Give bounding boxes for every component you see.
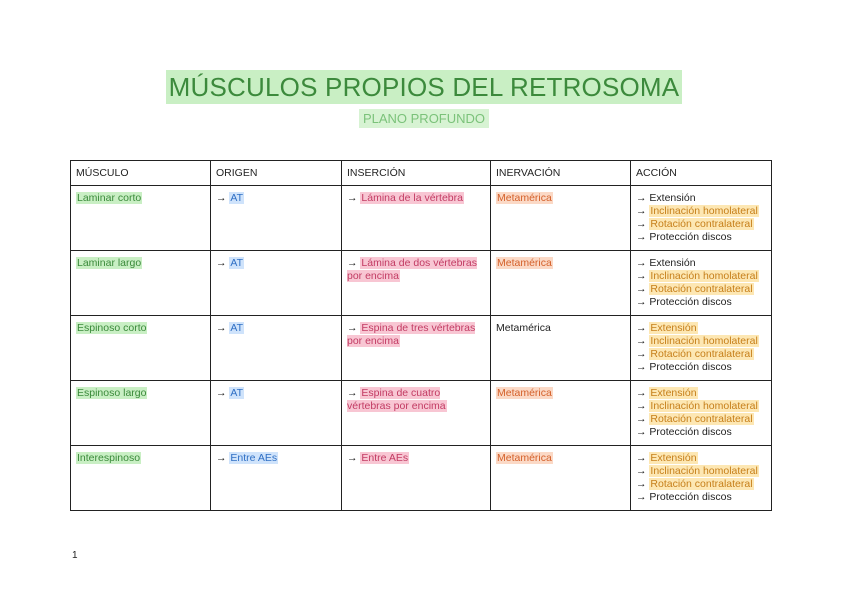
origin-text: AT: [230, 387, 244, 399]
cell-accion: [631, 316, 772, 381]
arrow-glyph: →: [636, 361, 647, 373]
page-number: 1: [72, 550, 78, 561]
action-line: [636, 491, 766, 504]
action-text: Rotación contralateral: [650, 218, 753, 230]
cell-insercion: [342, 446, 491, 511]
action-text: Extensión: [650, 387, 697, 399]
cell-origen: [211, 186, 342, 251]
cell-accion: [631, 381, 772, 446]
arrow-glyph: →: [636, 257, 647, 269]
arrow-glyph: →: [347, 192, 358, 204]
action-text: Inclinación homolateral: [650, 465, 758, 477]
action-line: [636, 218, 766, 231]
subtitle-block: [0, 109, 848, 128]
action-line: [636, 335, 766, 348]
cell-musculo: [71, 446, 211, 511]
cell-musculo: [71, 186, 211, 251]
action-line: [636, 361, 766, 374]
arrow-glyph: →: [636, 491, 647, 503]
table-header-row: [71, 161, 772, 186]
table-row: [71, 186, 772, 251]
action-line: [636, 257, 766, 270]
cell-inervacion: [491, 251, 631, 316]
cell-origen: [211, 381, 342, 446]
insertion-text: Entre AEs: [361, 452, 409, 464]
arrow-glyph: →: [636, 231, 647, 243]
arrow-glyph: →: [636, 296, 647, 308]
action-line: [636, 413, 766, 426]
arrow-glyph: →: [636, 322, 647, 334]
arrow-glyph: →: [216, 257, 227, 269]
innervation-text: Metamérica: [496, 322, 551, 334]
arrow-glyph: →: [636, 426, 647, 438]
arrow-glyph: →: [216, 452, 227, 464]
action-line: [636, 426, 766, 439]
action-line: [636, 231, 766, 244]
action-line: [636, 270, 766, 283]
action-text: Rotación contralateral: [650, 413, 753, 425]
cell-accion: [631, 446, 772, 511]
cell-insercion: [342, 251, 491, 316]
action-text: Rotación contralateral: [650, 478, 753, 490]
action-text: Rotación contralateral: [650, 348, 753, 360]
action-text: Extensión: [650, 452, 697, 464]
action-line: [636, 283, 766, 296]
action-text: Inclinación homolateral: [650, 335, 758, 347]
action-line: [636, 348, 766, 361]
action-text: Inclinación homolateral: [650, 270, 758, 282]
header-insercion: INSERCIÓN: [342, 161, 491, 186]
action-line: [636, 387, 766, 400]
action-line: [636, 296, 766, 309]
arrow-glyph: →: [636, 283, 647, 295]
action-text: Protección discos: [649, 296, 732, 308]
innervation-text: Metamérica: [497, 452, 552, 464]
arrow-glyph: →: [216, 387, 227, 399]
cell-musculo: [71, 381, 211, 446]
action-line: [636, 322, 766, 335]
action-text: Inclinación homolateral: [650, 205, 758, 217]
action-text: Protección discos: [649, 231, 732, 243]
muscle-name: Espinoso largo: [77, 387, 147, 399]
table-row: [71, 316, 772, 381]
cell-origen: [211, 446, 342, 511]
origin-text: AT: [230, 322, 244, 334]
origin-text: AT: [230, 257, 244, 269]
arrow-glyph: →: [636, 192, 647, 204]
arrow-glyph: →: [347, 257, 358, 269]
action-line: [636, 400, 766, 413]
muscles-table: [70, 160, 772, 511]
action-line: [636, 452, 766, 465]
insertion-text: Espina de tres vértebras por encima: [347, 322, 476, 347]
action-text: Protección discos: [649, 426, 732, 438]
arrow-glyph: →: [636, 387, 647, 399]
arrow-glyph: →: [636, 400, 647, 412]
action-text: Extensión: [649, 257, 696, 269]
header-accion: ACCIÓN: [631, 161, 772, 186]
innervation-text: Metamérica: [497, 257, 552, 269]
arrow-glyph: →: [347, 387, 358, 399]
arrow-glyph: →: [347, 322, 358, 334]
cell-accion: [631, 186, 772, 251]
arrow-glyph: →: [636, 335, 647, 347]
title-block: [0, 70, 848, 104]
action-text: Extensión: [649, 192, 696, 204]
header-inervacion: INERVACIÓN: [491, 161, 631, 186]
action-text: Protección discos: [649, 491, 732, 503]
cell-inervacion: [491, 316, 631, 381]
action-text: Protección discos: [649, 361, 732, 373]
muscle-name: Interespinoso: [77, 452, 141, 464]
innervation-text: Metamérica: [497, 192, 552, 204]
arrow-glyph: →: [636, 452, 647, 464]
arrow-glyph: →: [636, 465, 647, 477]
origin-text: Entre AEs: [230, 452, 278, 464]
table-row: [71, 381, 772, 446]
arrow-glyph: →: [636, 270, 647, 282]
action-line: [636, 192, 766, 205]
action-text: Extensión: [650, 322, 697, 334]
muscle-name: Espinoso corto: [77, 322, 147, 334]
arrow-glyph: →: [216, 322, 227, 334]
table-row: [71, 251, 772, 316]
action-text: Inclinación homolateral: [650, 400, 758, 412]
table-row: [71, 446, 772, 511]
action-line: [636, 465, 766, 478]
header-musculo: MÚSCULO: [71, 161, 211, 186]
muscle-name: Laminar corto: [77, 192, 142, 204]
cell-inervacion: [491, 186, 631, 251]
cell-origen: [211, 251, 342, 316]
insertion-text: Espina de cuatro vértebras por encima: [347, 387, 446, 412]
insertion-text: Lámina de dos vértebras por encima: [347, 257, 477, 282]
cell-insercion: [342, 381, 491, 446]
cell-inervacion: [491, 381, 631, 446]
cell-musculo: [71, 316, 211, 381]
cell-insercion: [342, 316, 491, 381]
header-origen: ORIGEN: [211, 161, 342, 186]
cell-origen: [211, 316, 342, 381]
cell-insercion: [342, 186, 491, 251]
origin-text: AT: [230, 192, 244, 204]
page-title: MÚSCULOS PROPIOS DEL RETROSOMA: [166, 70, 683, 104]
action-line: [636, 478, 766, 491]
cell-accion: [631, 251, 772, 316]
arrow-glyph: →: [216, 192, 227, 204]
arrow-glyph: →: [636, 348, 647, 360]
cell-inervacion: [491, 446, 631, 511]
arrow-glyph: →: [347, 452, 358, 464]
arrow-glyph: →: [636, 478, 647, 490]
cell-musculo: [71, 251, 211, 316]
arrow-glyph: →: [636, 205, 647, 217]
page-subtitle: PLANO PROFUNDO: [359, 109, 489, 128]
action-line: [636, 205, 766, 218]
innervation-text: Metamérica: [497, 387, 552, 399]
arrow-glyph: →: [636, 218, 647, 230]
muscle-name: Laminar largo: [77, 257, 142, 269]
arrow-glyph: →: [636, 413, 647, 425]
action-text: Rotación contralateral: [650, 283, 753, 295]
insertion-text: Lámina de la vértebra: [361, 192, 463, 204]
